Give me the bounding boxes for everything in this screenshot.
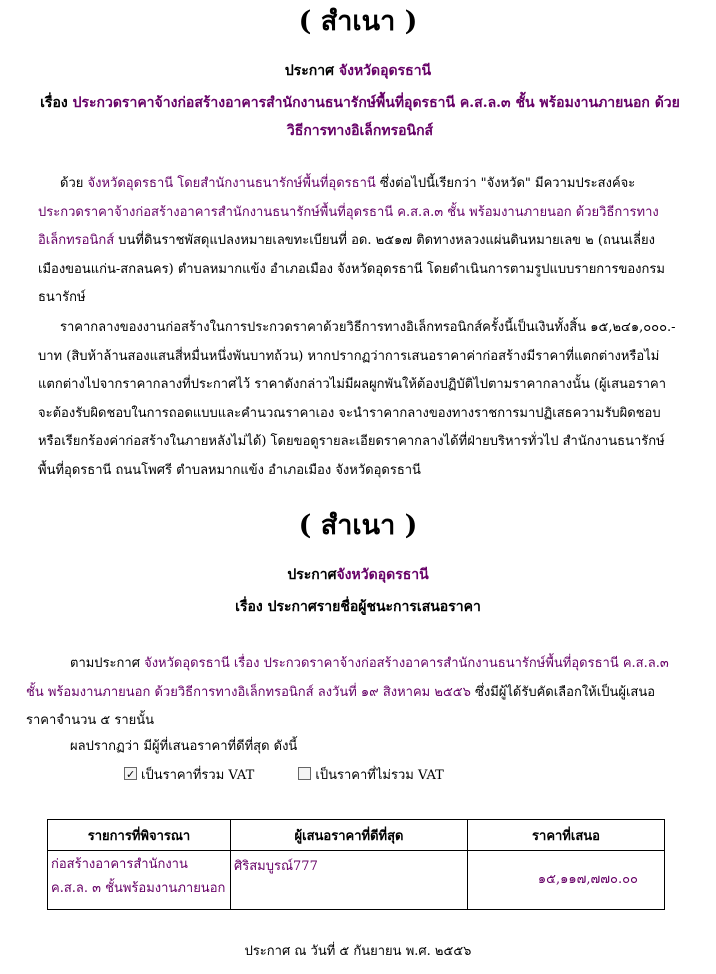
- table-row: [48, 851, 665, 910]
- table-header-row: [48, 820, 665, 851]
- p2-text-b: หากปรากฏว่าการเสนอราคาค่าก่อสร้างมีราคาที่แตกต่างหรือไม่แตกต่างไปจากราคากลางที่ประกาศไว้ ราคาดังกล่าวไม่มีผลผูกพันให้ต้องปฏิบัติไปตามราคากลางนั้น (ผู้เสนอราคาจะต้องรับผิดชอบในการถอดแบบและคำนวณราคาเอง จะนำราคากลางของทางราชการมาปฏิเสธความรับผิดชอบหรือเรียกร้องค่าก่อสร้างในภายหลังไม่ได้) โดยขอดูรายละเอียดราคากลางได้ที่ฝ่ายบริหารทั่วไป สำนักงานธนารักษ์พื้นที่อุดรธานี ถนนโพศรี ตำบลหมากแข้ง อำเภอเมือง จังหวัดอุดรธานี: [38, 348, 667, 478]
- subject-prefix-2: เรื่อง: [235, 599, 263, 615]
- winner-table: [47, 819, 665, 910]
- p1-intro: ด้วย: [60, 176, 84, 191]
- vat-included-checkbox[interactable]: [124, 767, 137, 780]
- cell-item: ก่อสร้างอาคารสำนักงาน ค.ส.ล. ๓ ชั้นพร้อมงานภายนอก: [48, 851, 231, 910]
- header-item: รายการที่พิจารณา: [48, 820, 231, 851]
- subject-prefix: เรื่อง: [40, 95, 68, 111]
- vat-options: [124, 766, 484, 786]
- announcer-name-2: จังหวัดอุดรธานี: [336, 567, 429, 583]
- vat-included-label: เป็นราคาที่รวม VAT: [141, 768, 255, 783]
- p1-text-b-2: ซึ่งมีผู้ได้รับคัดเลือกให้เป็นผู้เสนอราคาจำนวน ๕ รายนั้น: [26, 684, 656, 728]
- announcement-paragraph-1: [38, 170, 676, 313]
- vat-excluded-label: เป็นราคาที่ไม่รวม VAT: [315, 768, 444, 783]
- p1-reference: จังหวัดอุดรธานี เรื่อง ประกวดราคาจ้างก่อสร้างอาคารสำนักงานธนารักษ์พื้นที่อุดรธานี ค.ส.ล.๓ ชั้น พร้อมงานภายนอก ด้วยวิธีการทางอิเล็กทรอนิกส์ ลงวันที่ ๑๙ สิงหาคม ๒๕๕๖: [26, 656, 669, 700]
- result-paragraph-1: [26, 650, 678, 736]
- cell-bidder: ศิริสมบูรณ์777: [231, 851, 468, 910]
- copy-mark-title-2: ( สำเนา ): [298, 510, 418, 541]
- p1-text-a-2: ตามประกาศ: [70, 656, 140, 671]
- p2-text-a: ราคากลางของงานก่อสร้างในการประกวดราคาด้วยวิธีการทางอิเล็กทรอนิกส์ครั้งนี้เป็นเงินทั้งสิ้น: [60, 320, 587, 335]
- announcer-line: [0, 60, 716, 82]
- vat-excluded-option[interactable]: [298, 766, 443, 786]
- cell-price: ๑๕,๑๑๗,๗๗๐.๐๐: [468, 851, 665, 910]
- p1-project: ประกวดราคาจ้างก่อสร้างอาคารสำนักงานธนารักษ์พื้นที่อุดรธานี ค.ส.ล.๓ ชั้น พร้อมงานภายนอก ด้วยวิธีการทางอิเล็กทรอนิกส์: [38, 204, 659, 248]
- subject-text-2: ประกาศรายชื่อผู้ชนะการเสนอราคา: [267, 599, 481, 615]
- p1-mid: ซึ่งต่อไปนี้เรียกว่า "จังหวัด" มีความประสงค์จะ: [379, 176, 636, 191]
- result-paragraph-2: ผลปรากฏว่า มีผู้ที่เสนอราคาที่ดีที่สุด ดังนี้: [70, 739, 298, 754]
- announcement-paragraph-2: [38, 314, 678, 485]
- announcer-prefix: ประกาศ: [284, 63, 335, 79]
- subject-text: ประกวดราคาจ้างก่อสร้างอาคารสำนักงานธนารักษ์พื้นที่อุดรธานี ค.ส.ล.๓ ชั้น พร้อมงานภายนอก ด้วยวิธีการทางอิเล็กทรอนิกส์: [72, 95, 680, 139]
- subject-line-2: [0, 596, 716, 618]
- p1-agency: จังหวัดอุดรธานี โดยสำนักงานธนารักษ์พื้นที่อุดรธานี: [87, 176, 376, 191]
- announcer-line-2: [0, 564, 716, 586]
- header-price: ราคาที่เสนอ: [468, 820, 665, 851]
- vat-included-option[interactable]: [124, 766, 254, 786]
- subject-line: [40, 89, 680, 145]
- vat-excluded-checkbox[interactable]: [298, 767, 311, 780]
- p2-amount: ๑๕,๒๔๑,๐๐๐.- บาท (สิบห้าล้านสองแสนสี่หมื่นหนึ่งพันบาทถ้วน): [38, 320, 676, 364]
- announcer-prefix-2: ประกาศ: [287, 567, 337, 583]
- copy-mark-title: ( สำเนา ): [298, 6, 418, 37]
- p1-rest: บนที่ดินราชพัสดุแปลงหมายเลขทะเบียนที่ อด. ๒๕๑๗ ติดทางหลวงแผ่นดินหมายเลข ๒ (ถนนเลี่ยงเมืองขอนแก่น-สกลนคร) ตำบลหมากแข้ง อำเภอเมือง จังหวัดอุดรธานี โดยดำเนินการตามรูปแบบรายการของกรมธนารักษ์: [38, 233, 665, 305]
- announcement-date: ประกาศ ณ วันที่ ๕ กันยายน พ.ศ. ๒๕๕๖: [244, 944, 472, 959]
- header-best-bidder: ผู้เสนอราคาที่ดีที่สุด: [231, 820, 468, 851]
- announcer-name: จังหวัดอุดรธานี: [338, 63, 432, 79]
